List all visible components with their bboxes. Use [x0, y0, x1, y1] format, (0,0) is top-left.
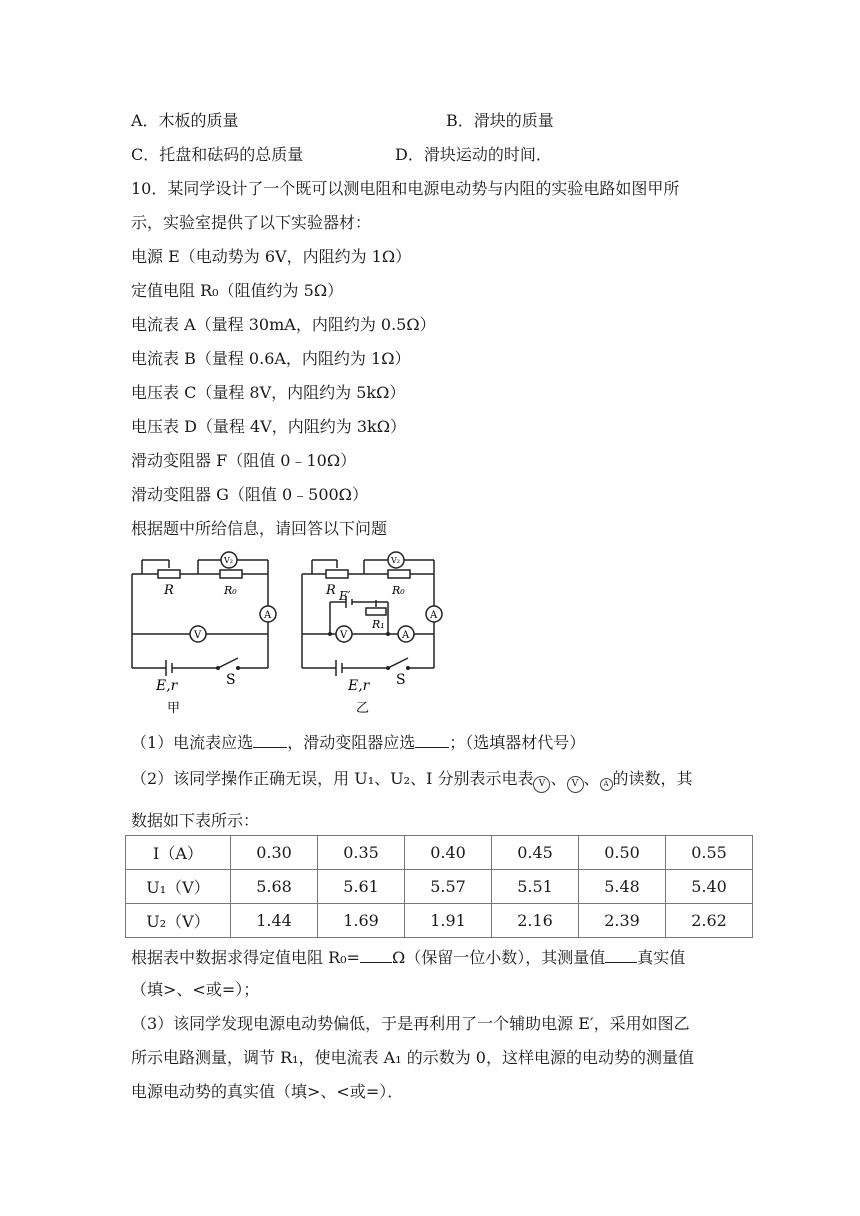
table-cell: 0.30 [231, 836, 318, 870]
label-er: E,r [348, 678, 370, 694]
table-cell: 0.50 [579, 836, 666, 870]
table-cell: 5.61 [318, 870, 405, 904]
label-r: R [326, 583, 336, 598]
part1-text-a: （1）电流表应选 [131, 733, 254, 752]
part2-result-text-a: 根据表中数据求得定值电阻 R₀= [131, 948, 360, 967]
label-v2: V₂ [391, 556, 400, 565]
answer-blank-compare[interactable] [605, 946, 637, 963]
equipment-item: 电源 E（电动势为 6V，内阻约为 1Ω） [131, 247, 412, 266]
label-s: S [396, 672, 406, 688]
part2-separator: 、 [583, 769, 600, 788]
circuit-diagram-yi [292, 550, 452, 718]
answer-blank-rheostat[interactable] [415, 731, 449, 748]
caption-yi: 乙 [356, 701, 370, 716]
table-cell: 5.57 [405, 870, 492, 904]
part2-result-text-b: Ω（保留一位小数），其测量值 [391, 948, 606, 967]
equipment-item: 电流表 A（量程 30mA，内阻约为 0.5Ω） [131, 315, 436, 334]
label-ammeter: A [430, 610, 438, 621]
part2-result-text-c: 真实值 [637, 948, 686, 967]
question-intro-line-2: 示，实验室提供了以下实验器材： [131, 213, 372, 232]
question-prompt: 根据题中所给信息，请回答以下问题 [131, 519, 388, 538]
part2-line-2: 数据如下表所示： [131, 811, 260, 830]
ammeter-icon: A [600, 778, 613, 791]
table-cell: 5.40 [666, 870, 753, 904]
table-cell: 2.16 [492, 904, 579, 938]
label-r0: R₀ [224, 584, 237, 597]
equipment-item: 电流表 B（量程 0.6A，内阻约为 1Ω） [131, 349, 411, 368]
table-cell: 1.69 [318, 904, 405, 938]
part1-line [131, 731, 585, 753]
label-voltmeter: V [194, 630, 202, 641]
table-cell: 5.68 [231, 870, 318, 904]
caption-jia: 甲 [167, 701, 181, 716]
part1-text-b: ，滑动变阻器应选 [287, 733, 416, 752]
table-row [126, 904, 753, 938]
option-a: A．木板的质量 [131, 111, 239, 130]
label-e-prime: E′ [339, 589, 351, 603]
option-c: C．托盘和砝码的总质量 [131, 145, 304, 164]
table-row [126, 836, 753, 870]
table-cell: 1.44 [231, 904, 318, 938]
equipment-item: 定值电阻 R₀（阻值约为 5Ω） [131, 281, 344, 300]
data-table [125, 835, 753, 938]
label-ammeter: A [264, 610, 272, 621]
label-r0: R₀ [392, 584, 405, 597]
label-er: E,r [156, 678, 178, 694]
part2-result-line-2: （填>、<或=）； [131, 980, 260, 999]
table-cell: 0.55 [666, 836, 753, 870]
part1-text-c: ；（选填器材代号） [449, 733, 586, 752]
table-cell: 0.35 [318, 836, 405, 870]
equipment-item: 电压表 D（量程 4V，内阻约为 3kΩ） [131, 417, 406, 436]
table-cell: 1.91 [405, 904, 492, 938]
table-cell: 2.62 [666, 904, 753, 938]
circuit-diagram-jia [122, 550, 282, 718]
table-cell: 5.51 [492, 870, 579, 904]
label-ammeter-a1: A [402, 630, 410, 641]
equipment-item: 滑动变阻器 G（阻值 0﹣500Ω） [131, 485, 368, 504]
voltmeter-v2-icon: V [567, 776, 584, 793]
voltmeter-v1-icon: V [533, 776, 550, 793]
part2-text-a: （2）该同学操作正确无误，用 U₁、U₂、I 分别表示电表 [131, 769, 534, 788]
label-r: R [164, 583, 174, 598]
equipment-item: 电压表 C（量程 8V，内阻约为 5kΩ） [131, 383, 406, 402]
table-cell: 2.39 [579, 904, 666, 938]
option-b: B．滑块的质量 [446, 111, 554, 130]
answer-blank-r0[interactable] [360, 946, 392, 963]
part3-line-3: 电源电动势的真实值（填>、<或=）． [131, 1082, 404, 1101]
option-d: D．滑块运动的时间． [395, 145, 552, 164]
question-intro-line-1: 10．某同学设计了一个既可以测电阻和电源电动势与内阻的实验电路如图甲所 [131, 179, 680, 198]
label-s: S [226, 672, 236, 688]
table-cell: 0.40 [405, 836, 492, 870]
table-row-label: I（A） [126, 836, 231, 870]
equipment-item: 滑动变阻器 F（阻值 0﹣10Ω） [131, 451, 357, 470]
part3-line-1: （3）该同学发现电源电动势偏低，于是再利用了一个辅助电源 E′，采用如图乙 [131, 1014, 690, 1033]
table-cell: 5.48 [579, 870, 666, 904]
part2-text-b: 的读数，其 [612, 769, 693, 788]
part2-separator: 、 [550, 769, 567, 788]
table-row-label: U₂（V） [126, 904, 231, 938]
table-row-label: U₁（V） [126, 870, 231, 904]
part2-line-1 [131, 769, 693, 793]
part3-line-2: 所示电路测量，调节 R₁，使电流表 A₁ 的示数为 0，这样电源的电动势的测量值 [131, 1048, 694, 1067]
part2-result-line [131, 946, 685, 968]
table-cell: 0.45 [492, 836, 579, 870]
table-row [126, 870, 753, 904]
label-r1: R₁ [372, 618, 385, 631]
label-voltmeter: V [340, 630, 348, 641]
answer-blank-ammeter[interactable] [253, 731, 287, 748]
label-v2: V₂ [224, 556, 233, 565]
